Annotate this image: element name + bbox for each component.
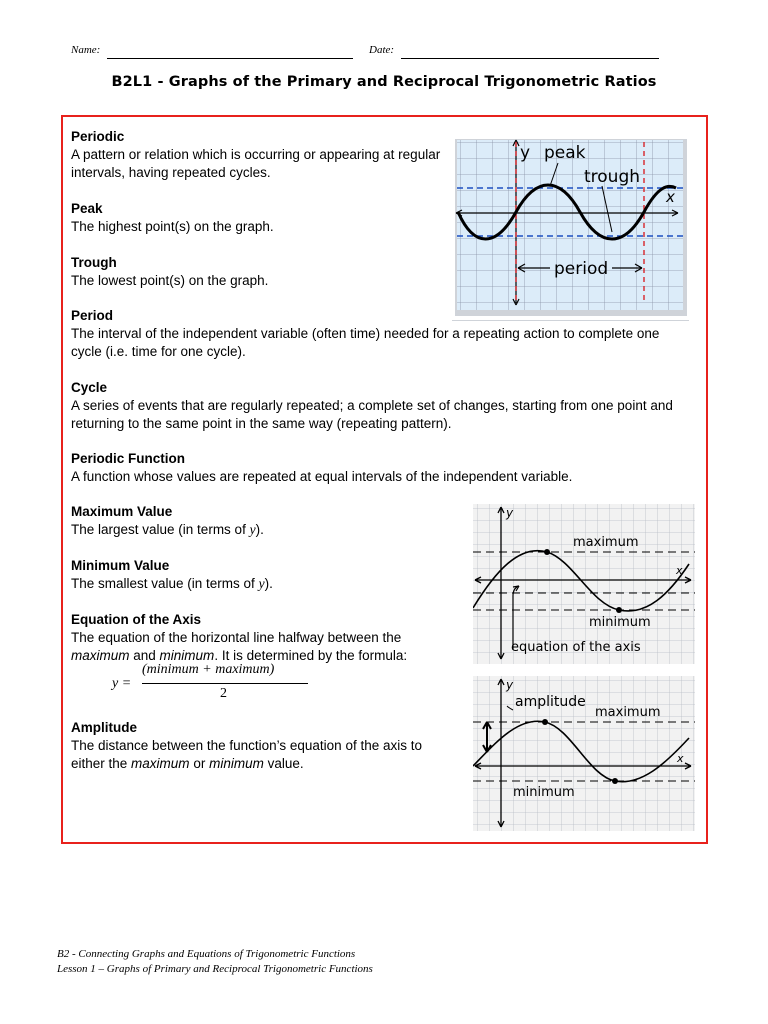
term-heading: Equation of the Axis <box>71 612 202 627</box>
term-definition: The highest point(s) on the graph. <box>71 219 274 234</box>
amplitude-label: amplitude <box>515 694 586 710</box>
formula-denominator: 2 <box>220 686 227 701</box>
graph3-maximum-label: maximum <box>595 705 661 720</box>
term-heading: Peak <box>71 201 103 216</box>
max-min-graph <box>473 504 695 664</box>
term-amplitude <box>71 719 456 773</box>
term-heading: Trough <box>71 255 117 270</box>
term-definition: The lowest point(s) on the graph. <box>71 273 269 288</box>
page-title: B2L1 - Graphs of the Primary and Reciprocal Trigonometric Ratios <box>111 74 657 90</box>
graph1-y-label: y <box>520 143 531 163</box>
period-label: period <box>554 259 609 279</box>
term-heading: Amplitude <box>71 720 137 735</box>
graph3-y-label: y <box>506 678 514 692</box>
term-definition: A series of events that are regularly repeated; a complete set of changes, starting from one point and returning to the same point in the same way (repeating pattern). <box>71 398 673 431</box>
term-definition: The interval of the independent variable (often time) needed for a repeating action to complete one cycle (i.e. time for one cycle). <box>71 326 660 359</box>
date-line[interactable] <box>401 58 659 59</box>
term-heading: Period <box>71 308 114 323</box>
term-equation-of-axis <box>71 611 456 665</box>
graph2-y-label: y <box>506 506 514 520</box>
minimum-label: minimum <box>589 615 651 630</box>
term-heading: Cycle <box>71 380 108 395</box>
formula-numerator: (minimum + maximum) <box>142 662 275 677</box>
term-definition: The equation of the horizontal line halfway between the maximum and minimum. It is determined by the formula: <box>71 630 408 663</box>
term-definition: The smallest value (in terms of y). <box>71 576 273 591</box>
term-minimum-value <box>71 557 461 593</box>
term-definition: A pattern or relation which is occurring or appearing at regular intervals, having repeated cycles. <box>71 147 441 180</box>
graph1-x-label: x <box>666 188 675 206</box>
maximum-label: maximum <box>573 535 639 550</box>
peak-label: peak <box>544 143 586 163</box>
term-maximum-value <box>71 503 461 539</box>
name-label: Name: <box>71 44 101 56</box>
term-definition: The largest value (in terms of y). <box>71 522 264 537</box>
footer-unit: B2 - Connecting Graphs and Equations of Trigonometric Functions <box>57 948 356 960</box>
periodic-graph <box>452 136 690 319</box>
term-heading: Maximum Value <box>71 504 173 519</box>
trough-label: trough <box>584 167 641 187</box>
formula-lhs: y = <box>112 676 132 691</box>
date-label: Date: <box>369 44 395 56</box>
term-definition: The distance between the function’s equation of the axis to either the maximum or minimum value. <box>71 738 422 771</box>
term-heading: Minimum Value <box>71 558 170 573</box>
term-periodic <box>71 128 451 182</box>
graph3-minimum-label: minimum <box>513 785 575 800</box>
term-trough <box>71 254 441 290</box>
graph3-x-label: x <box>677 752 684 765</box>
amplitude-graph <box>473 676 695 831</box>
formula-fraction-bar <box>142 683 308 684</box>
graph2-x-label: x <box>676 564 683 577</box>
footer-lesson: Lesson 1 – Graphs of Primary and Reciprocal Trigonometric Functions <box>57 963 373 975</box>
term-heading: Periodic <box>71 129 125 144</box>
term-periodic-function <box>71 450 691 486</box>
term-heading: Periodic Function <box>71 451 186 466</box>
term-definition: A function whose values are repeated at equal intervals of the independent variable. <box>71 469 573 484</box>
name-line[interactable] <box>107 58 353 59</box>
term-peak <box>71 200 441 236</box>
graph-divider <box>452 320 689 321</box>
term-cycle <box>71 379 696 433</box>
equation-of-axis-label: equation of the axis <box>511 640 641 655</box>
